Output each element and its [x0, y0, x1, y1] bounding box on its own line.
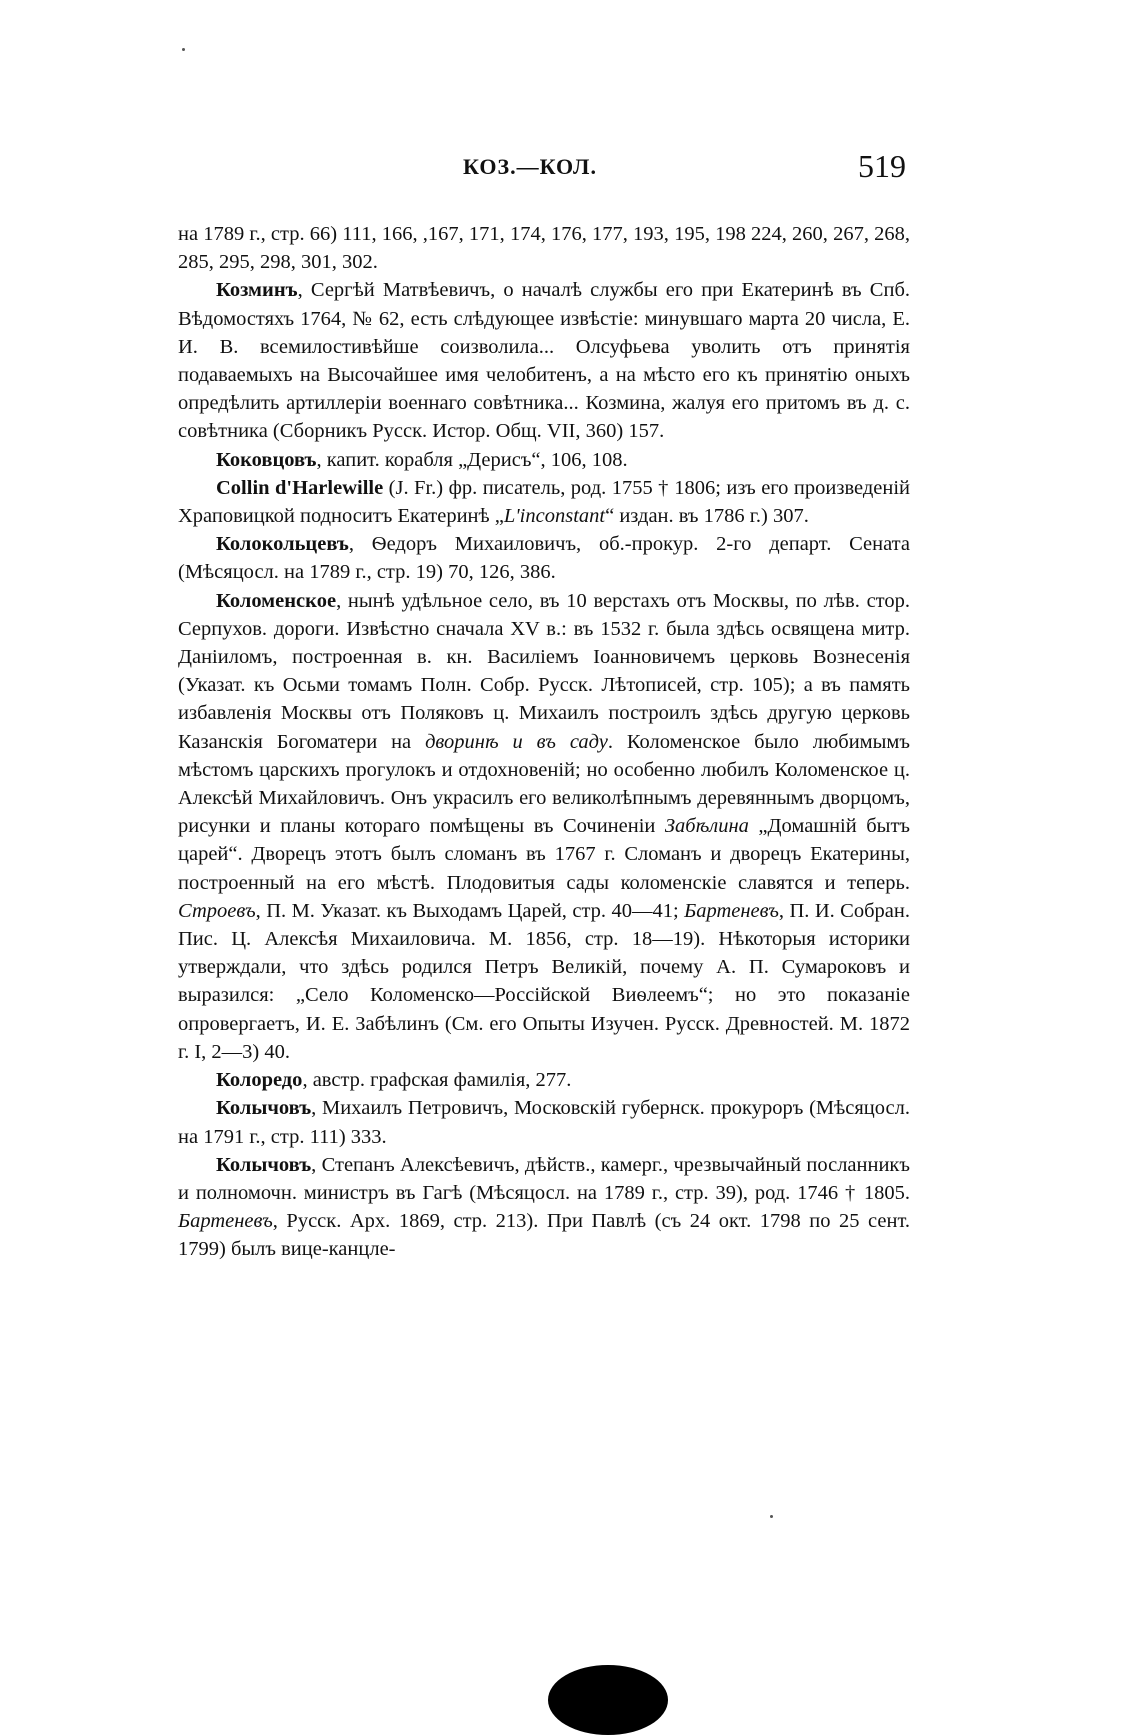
entry-text: , Михаилъ Петровичъ, Московскій губернск. прокуроръ (Мѣсяцосл. на 1791 г., стр. 111) 333. — [178, 1097, 910, 1148]
entry-headword: Колычовъ — [216, 1097, 312, 1120]
entry-text-tail: , П. М. Указат. къ Выходамъ Царей, стр. 40—41; — [255, 899, 685, 922]
entry-text: , Ѳедоръ Михаиловичъ, об.-прокур. 2-го департ. Сената (Мѣсяцосл. на 1789 г., стр. 19) 70, 126, 386. — [178, 533, 910, 584]
entry-headword: Колоредо — [216, 1069, 303, 1092]
entry-text-tail: . Коломенское было любимымъ мѣстомъ царскихъ прогулокъ и отдохновеній; но особенно любилъ Коломенское ц. Алексѣй Михайловичъ. Онъ украсилъ его великолѣпнымъ деревяннымъ дворцомъ, рисунки и планы котораго помѣщены въ Сочиненіи — [178, 730, 910, 838]
entry-kolychov-stepan — [178, 1151, 910, 1264]
entry-italic: Забѣлина — [664, 815, 749, 838]
entry-text: , австр. графская фамилія, 277. — [302, 1069, 572, 1092]
entry-text-tail: , П. И. Собран. Пис. Ц. Алексѣя Михаиловича. М. 1856, стр. 18—19). Нѣкоторыя историки утверждали, что здѣсь родился Петръ Великій, почему А. П. Сумароковъ и выразился: „Село Коломенско—Россійской Виѳлеемъ“; но это показаніе опровергаетъ, И. Е. Забѣлинъ (См. его Опыты Изучен. Русск. Древностей. М. 1872 г. I, 2—3) 40. — [178, 899, 910, 1063]
entry-collin-dharlewille — [178, 474, 910, 530]
entry-headword: Козминъ — [216, 279, 298, 302]
entry-headword: Коковцовъ — [216, 448, 317, 471]
entry-text: (J. Fr.) фр. писатель, род. 1755 † 1806; изъ его произведеній Храповицкой подноситъ Екатеринѣ „ — [178, 476, 910, 528]
entry-italic: L'inconstant — [503, 505, 606, 528]
entry-koloredo — [178, 1066, 910, 1094]
entry-text-tail: „Домашній бытъ царей“. Дворецъ этотъ былъ сломанъ въ 1767 г. Сломанъ и дворецъ Екатерины, построенный на его мѣстѣ. Плодовитыя сады коломенскіе славятся и теперь. — [178, 815, 911, 894]
entry-kokovtsov — [178, 446, 910, 474]
entry-kolychov-mikhail — [178, 1094, 910, 1150]
entry-italic: Строевъ — [178, 899, 256, 922]
entry-headword: Колокольцевъ — [216, 533, 349, 556]
page-header — [178, 148, 910, 188]
entry-kozmin — [178, 276, 910, 445]
entry-headword: Collin d'Harlewille — [216, 476, 384, 499]
ink-blot — [548, 1665, 668, 1735]
entry-headword: Коломенское — [216, 589, 337, 612]
entry-italic: Бартеневъ — [178, 1210, 273, 1233]
entry-text: , капит. корабля „Дерисъ“, 106, 108. — [316, 448, 628, 471]
entry-italic: Бартеневъ — [684, 899, 779, 922]
entry-kolokoltsev — [178, 530, 910, 586]
entry-text-tail: “ издан. въ 1786 г.) 307. — [605, 505, 809, 528]
page-text — [178, 220, 910, 1264]
running-head: КОЗ.—КОЛ. — [463, 154, 597, 179]
entry-text: , Сергѣй Матвѣевичъ, о началѣ службы его при Екатеринѣ въ Спб. Вѣдомостяхъ 1764, № 62, есть слѣдующее извѣстіе: минувшаго марта 20 числа, Е. И. В. всемилостивѣйше соизволила... Олсуфьева уволить отъ принятія подаваемыхъ на Высочайшее имя челобитенъ, а на мѣсто его къ принятію оныхъ опредѣлить артиллеріи военнаго совѣтника... Козмина, жалуя его притомъ въ д. с. совѣтника (Сборникъ Русск. Истор. Общ. VII, 360) 157. — [178, 279, 910, 443]
entry-text: , нынѣ удѣльное село, въ 10 верстахъ отъ Москвы, по лѣв. стор. Серпухов. дороги. Извѣстно сначала XV в.: въ 1532 г. была здѣсь освящена митр. Даніиломъ, построенная в. кн. Василіемъ Іоанновичемъ церковь Вознесенія (Указат. къ Осьми томамъ Полн. Собр. Русск. Лѣтописей, стр. 105); а въ память избавленія Москвы отъ Поляковъ ц. Михаилъ построилъ здѣсь другую церковь Казанскія Богоматери на — [178, 589, 910, 753]
entry-headword: Колычовъ — [216, 1153, 312, 1176]
scan-speck — [182, 48, 185, 51]
entry-italic: дворинѣ и въ саду — [425, 730, 608, 753]
paragraph-continuation — [178, 220, 910, 276]
paragraph-text: на 1789 г., стр. 66) 111, 166, ,167, 171, 174, 176, 177, 193, 195, 198 224, 260, 267, 268, 285, 295, 298, 301, 302. — [178, 223, 910, 274]
entry-text: , Степанъ Алексѣевичъ, дѣйств., камерг., чрезвычайный посланникъ и полномочн. министръ въ Гагѣ (Мѣсяцосл. на 1789 г., стр. 39), род. 1746 † 1805. — [178, 1153, 910, 1204]
entry-kolomenskoe — [178, 587, 910, 1066]
page-number: 519 — [858, 148, 906, 184]
scan-speck — [770, 1515, 773, 1518]
entry-text-tail: , Русск. Арх. 1869, стр. 213). При Павлѣ (съ 24 окт. 1798 по 25 сент. 1799) былъ вице-канцле- — [178, 1210, 910, 1261]
